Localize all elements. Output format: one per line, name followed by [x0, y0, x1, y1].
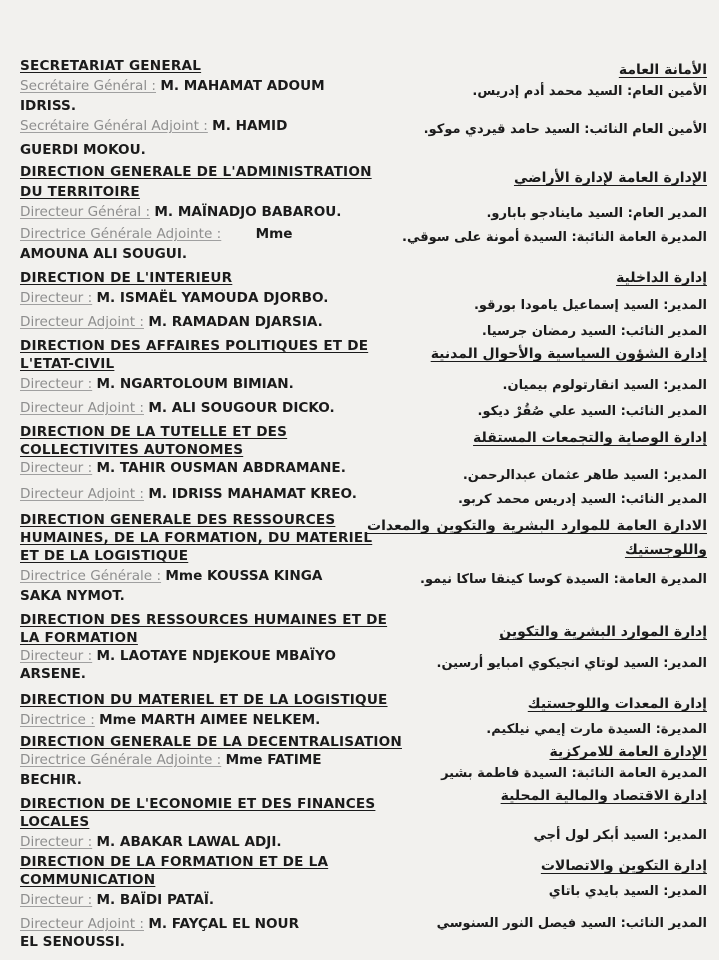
role-label: Directeur : [20, 460, 93, 476]
section-heading-ar: الأمانة العامة [618, 62, 707, 78]
section-heading: DIRECTION DE LA TUTELLE ET DES [20, 424, 288, 440]
section-heading-ar: الإدارة العامة لإدارة الأراضي [513, 170, 707, 186]
section-heading-ar: الادارة العامة للموارد البشرية والتكوين والمعدات [367, 518, 707, 534]
appointment-line [20, 486, 357, 502]
appointee-name: AMOUNA ALI SOUGUI. [20, 246, 188, 262]
appointee-name: Mme [255, 226, 293, 242]
section-heading-ar: إدارة الوصاية والتجمعات المستقلة [473, 430, 707, 446]
section-heading: ET DE LA LOGISTIQUE [20, 548, 189, 564]
appointment-line-ar: المدير: السيد انقارتولوم بيميان. [502, 378, 707, 393]
role-label: Directeur Général : [20, 204, 151, 220]
appointment-line [20, 834, 282, 850]
appointment-line-ar: المديرة العامة النائبة: السيدة فاطمة بشير [441, 766, 707, 781]
section-heading-ar: الإدارة العامة للامركزية [549, 744, 707, 760]
section-heading: LOCALES [20, 814, 90, 830]
appointment-line-ar: الأمين العام: السيد محمد أدم إدريس. [472, 84, 707, 99]
appointment-line-ar: المدير النائب: السيد علي صُقُرْ ديكو. [477, 404, 707, 419]
section-heading: DIRECTION DE L'ECONOMIE ET DES FINANCES [20, 796, 376, 812]
appointment-line-ar: الأمين العام النائب: السيد حامد قيردي موكو. [423, 122, 707, 137]
section-heading-ar: إدارة الداخلية [616, 270, 707, 286]
role-label: Directrice : [20, 712, 95, 728]
appointment-line [20, 752, 322, 768]
section-heading: DIRECTION DU MATERIEL ET DE LA LOGISTIQUE [20, 692, 388, 708]
appointee-name: BECHIR. [20, 772, 82, 788]
appointee-name: GUERDI MOKOU. [20, 142, 146, 158]
appointment-line-ar: المدير: السيد إسماعيل يامودا بورقو. [473, 298, 707, 313]
section-heading: DIRECTION GENERALE DES RESSOURCES [20, 512, 336, 528]
section-heading: DIRECTION DE LA FORMATION ET DE LA [20, 854, 329, 870]
appointment-line-ar: المدير العام: السيد ماينادجو بابارو. [486, 206, 707, 221]
appointment-line [20, 204, 341, 220]
section-heading-ar: إدارة الشؤون السياسية والأحوال المدنية [430, 346, 707, 362]
role-label: Directeur : [20, 648, 93, 664]
appointee-name: EL SENOUSSI. [20, 934, 125, 950]
role-label: Secrétaire Général : [20, 78, 157, 94]
section-heading-ar: إدارة المعدات واللوجستيك [527, 696, 707, 712]
appointee-name: M. ALI SOUGOUR DICKO. [148, 400, 335, 416]
appointment-line [20, 916, 299, 932]
appointment-line-ar: المدير النائب: السيد فيصل النور السنوسي [436, 916, 707, 931]
appointment-line-ar: المدير: السيد طاهر عثمان عبدالرحمن. [462, 468, 707, 483]
appointment-line [20, 290, 328, 306]
section-heading: L'ETAT-CIVIL [20, 356, 115, 372]
appointment-line-ar: المدير: السيد أبكر لول أجي [533, 828, 707, 843]
appointment-line [20, 78, 325, 94]
appointee-name: SAKA NYMOT. [20, 588, 125, 604]
section-heading-ar: إدارة الموارد البشرية والتكوين [499, 624, 707, 640]
section-heading-ar: إدارة التكوين والاتصالات [540, 858, 707, 874]
section-heading-ar: إدارة الاقتصاد والمالية المحلية [500, 788, 707, 804]
appointment-line-ar: المديرة العامة النائبة: السيدة أمونة على سوقي. [402, 230, 707, 245]
appointee-name: M. ISMAËL YAMOUDA DJORBO. [96, 290, 329, 306]
section-heading: DIRECTION DES AFFAIRES POLITIQUES ET DE [20, 338, 369, 354]
appointee-name: M. TAHIR OUSMAN ABDRAMANE. [96, 460, 346, 476]
section-heading: DIRECTION DE L'INTERIEUR [20, 270, 233, 286]
section-heading: COLLECTIVITES AUTONOMES [20, 442, 244, 458]
role-label: Directeur Adjoint : [20, 400, 144, 416]
appointment-line-ar: المدير النائب: السيد رمضان جرسيا. [481, 324, 707, 339]
appointment-line [20, 314, 323, 330]
section-heading-ar: واللوجستيك [624, 542, 707, 558]
appointee-name: M. HAMID [212, 118, 288, 134]
appointee-name: M. ABAKAR LAWAL ADJI. [96, 834, 282, 850]
role-label: Directeur Adjoint : [20, 486, 144, 502]
appointment-line [20, 226, 293, 242]
role-label: Directeur : [20, 376, 93, 392]
appointment-line [20, 118, 287, 134]
section-heading: COMMUNICATION [20, 872, 156, 888]
appointee-name: Mme FATIME [225, 752, 322, 768]
section-heading: DIRECTION GENERALE DE LA DECENTRALISATION [20, 734, 402, 750]
role-label: Directeur Adjoint : [20, 916, 144, 932]
appointee-name: Mme MARTH AIMEE NELKEM. [99, 712, 321, 728]
appointment-line [20, 648, 336, 664]
appointment-line [20, 568, 322, 584]
appointee-name: ARSENE. [20, 666, 86, 682]
appointment-line-ar: المدير النائب: السيد إدريس محمد كربو. [457, 492, 707, 507]
role-label: Directrice Générale Adjointe : [20, 752, 222, 768]
role-label: Directrice Générale Adjointe : [20, 226, 222, 242]
section-heading: HUMAINES, DE LA FORMATION, DU MATERIEL [20, 530, 373, 546]
role-label: Directeur : [20, 834, 93, 850]
appointment-line-ar: المديرة العامة: السيدة كوسا كينقا ساكا نيمو. [420, 572, 707, 587]
appointee-name: Mme KOUSSA KINGA [165, 568, 323, 584]
section-heading: SECRETARIAT GENERAL [20, 58, 202, 74]
appointment-line [20, 892, 214, 908]
appointee-name: M. MAHAMAT ADOUM [160, 78, 325, 94]
section-heading: DIRECTION DES RESSOURCES HUMAINES ET DE [20, 612, 388, 628]
appointment-line [20, 400, 335, 416]
role-label: Directeur : [20, 290, 93, 306]
appointee-name: M. IDRISS MAHAMAT KREO. [148, 486, 357, 502]
appointment-line-ar: المديرة: السيدة مارت إيمي نيلكيم. [486, 722, 707, 737]
appointment-line [20, 376, 294, 392]
appointment-line [20, 460, 346, 476]
appointment-line-ar: المدير: السيد بايدي باتاي [548, 884, 707, 899]
section-heading: DU TERRITOIRE [20, 184, 140, 200]
appointee-name: M. LAOTAYE NDJEKOUE MBAÏYO [96, 648, 336, 664]
role-label: Directeur Adjoint : [20, 314, 144, 330]
role-label: Directeur : [20, 892, 93, 908]
appointee-name: M. MAÏNADJO BABAROU. [154, 204, 342, 220]
appointee-name: IDRISS. [20, 98, 77, 114]
appointee-name: M. BAÏDI PATAÏ. [96, 892, 215, 908]
appointee-name: M. FAYÇAL EL NOUR [148, 916, 300, 932]
appointment-line [20, 712, 320, 728]
section-heading: DIRECTION GENERALE DE L'ADMINISTRATION [20, 164, 372, 180]
appointee-name: M. NGARTOLOUM BIMIAN. [96, 376, 294, 392]
role-label: Secrétaire Général Adjoint : [20, 118, 208, 134]
appointment-line-ar: المدير: السيد لوتاي انجيكوي امبايو أرسين. [436, 656, 707, 671]
role-label: Directrice Générale : [20, 568, 162, 584]
appointee-name: M. RAMADAN DJARSIA. [148, 314, 323, 330]
section-heading: LA FORMATION [20, 630, 138, 646]
